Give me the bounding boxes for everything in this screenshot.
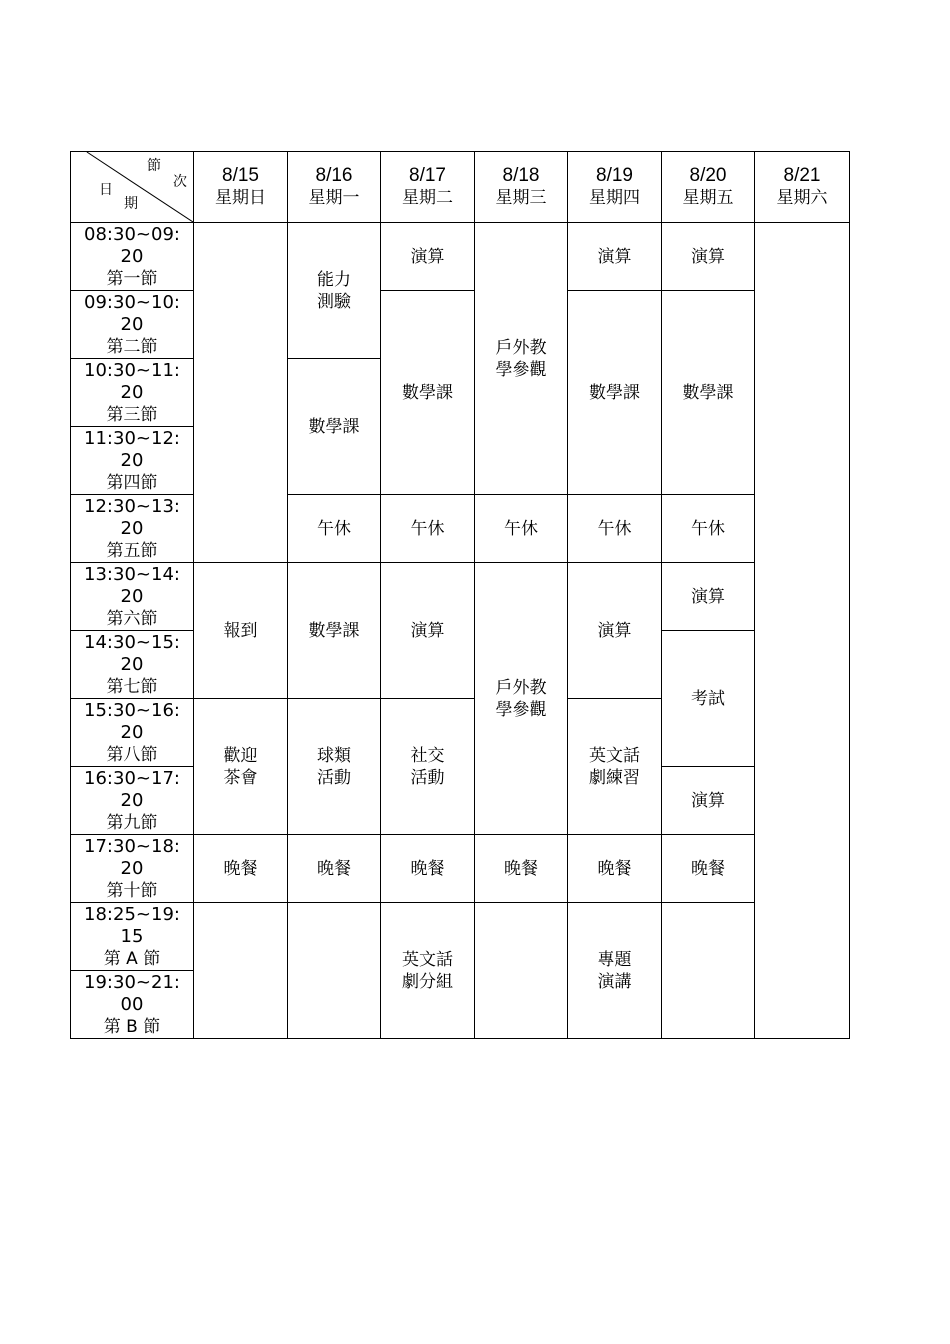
period-cell [71,223,194,291]
period-time: 10:30~11: [84,359,180,381]
activity-cell: 晚餐 [568,835,662,903]
activity-cell [568,903,662,1039]
activity-cell: 晚餐 [194,835,288,903]
period-cell [71,767,194,835]
activity-cell [288,699,381,835]
period-cell [71,903,194,971]
period-row [71,495,850,563]
activity-cell [194,699,288,835]
day-date: 8/19 [596,165,633,186]
activity-cell: 演算 [662,563,755,631]
period-time: 20 [120,517,144,539]
day-date: 8/16 [315,165,353,186]
activity-text: 專題 [597,949,632,970]
activity-cell: 晚餐 [288,835,381,903]
corner-label-qi: 期 [124,196,138,212]
day-header [568,152,662,223]
period-name: 第四節 [106,472,158,493]
activity-cell [381,699,475,835]
activity-text: 測驗 [317,291,351,312]
period-time: 20 [120,381,144,403]
empty-cell [194,903,288,1039]
period-cell [71,835,194,903]
period-name: 第九節 [106,812,158,833]
activity-cell: 數學課 [381,291,475,495]
activity-cell: 演算 [568,223,662,291]
period-cell [71,495,194,563]
period-cell [71,291,194,359]
empty-cell [194,223,288,563]
activity-cell [288,223,381,359]
period-name: 第 B 節 [103,1016,161,1037]
activity-text: 劇練習 [589,767,640,788]
period-time: 12:30~13: [84,495,180,517]
period-cell [71,563,194,631]
empty-cell [288,903,381,1039]
period-name: 第六節 [106,608,158,629]
period-name: 第十節 [106,880,158,901]
period-name: 第三節 [106,404,158,425]
period-row [71,223,850,291]
period-time: 08:30~09: [84,223,180,245]
empty-cell [755,223,850,1039]
activity-text: 演講 [597,971,632,992]
day-weekday: 星期二 [402,188,453,208]
activity-cell: 演算 [568,563,662,699]
period-row [71,291,850,359]
period-time: 14:30~15: [84,631,180,653]
day-weekday: 星期日 [215,188,266,208]
day-header [475,152,568,223]
period-time: 20 [120,245,144,267]
activity-cell: 數學課 [568,291,662,495]
day-header [194,152,288,223]
activity-cell: 考試 [662,631,755,767]
activity-cell: 晚餐 [662,835,755,903]
activity-text: 活動 [317,767,351,788]
period-time: 20 [120,653,144,675]
corner-label-ci: 次 [173,174,187,190]
activity-cell: 數學課 [662,291,755,495]
activity-cell: 午休 [568,495,662,563]
period-time: 20 [120,789,144,811]
activity-text: 戶外教 [495,337,547,358]
period-cell [71,631,194,699]
activity-cell: 數學課 [288,359,381,495]
empty-cell [662,903,755,1039]
period-time: 20 [120,585,144,607]
activity-cell [381,903,475,1039]
period-time: 09:30~10: [84,291,180,313]
period-name: 第七節 [106,676,158,697]
activity-cell: 晚餐 [381,835,475,903]
period-time: 19:30~21: [84,971,180,993]
period-name: 第 A 節 [103,948,161,969]
activity-cell: 演算 [381,563,475,699]
day-date: 8/17 [409,165,446,186]
activity-cell: 晚餐 [475,835,568,903]
period-name: 第二節 [106,336,158,357]
period-cell [71,359,194,427]
period-cell [71,427,194,495]
activity-text: 英文話 [402,949,453,970]
header-row [71,152,850,223]
activity-cell: 數學課 [288,563,381,699]
activity-cell: 演算 [662,767,755,835]
activity-text: 英文話 [589,745,640,766]
period-time: 13:30~14: [84,563,180,585]
day-header [662,152,755,223]
activity-text: 戶外教 [495,677,547,698]
day-weekday: 星期四 [589,188,640,208]
activity-cell: 午休 [662,495,755,563]
day-header [755,152,850,223]
corner-cell [71,152,194,223]
empty-cell [475,903,568,1039]
period-time: 20 [120,313,144,335]
activity-cell: 演算 [662,223,755,291]
period-row [71,903,850,971]
period-name: 第一節 [106,268,158,289]
day-header [288,152,381,223]
period-time: 00 [120,993,144,1015]
day-date: 8/15 [222,165,259,186]
activity-text: 球類 [317,745,351,766]
period-time: 18:25~19: [84,903,180,925]
period-time: 20 [120,721,144,743]
day-date: 8/20 [689,165,727,186]
activity-cell [475,563,568,835]
period-cell [71,699,194,767]
day-header [381,152,475,223]
period-row [71,563,850,631]
period-time: 20 [120,449,144,471]
activity-text: 學參觀 [495,359,547,380]
period-time: 15:30~16: [84,699,180,721]
corner-label-jie: 節 [147,158,161,174]
day-weekday: 星期一 [308,188,360,208]
activity-cell [475,223,568,495]
schedule-table [70,151,850,1039]
day-weekday: 星期六 [776,188,828,208]
activity-cell: 演算 [381,223,475,291]
period-time: 16:30~17: [84,767,180,789]
activity-cell [568,699,662,835]
activity-text: 能力 [317,269,351,290]
period-cell [71,971,194,1039]
activity-cell: 午休 [475,495,568,563]
activity-text: 歡迎 [223,745,258,766]
activity-text: 活動 [410,767,445,788]
day-date: 8/21 [783,165,821,186]
day-weekday: 星期五 [682,188,734,208]
day-date: 8/18 [502,165,540,186]
activity-cell: 午休 [381,495,475,563]
period-name: 第五節 [106,540,158,561]
period-time: 20 [120,857,144,879]
period-row [71,835,850,903]
activity-text: 學參觀 [495,699,547,720]
activity-text: 劇分組 [402,971,453,992]
activity-text: 茶會 [223,767,258,788]
activity-cell: 報到 [194,563,288,699]
activity-text: 社交 [410,745,445,766]
period-time: 15 [120,925,144,947]
period-time: 17:30~18: [84,835,180,857]
activity-cell: 午休 [288,495,381,563]
day-weekday: 星期三 [495,188,547,208]
period-name: 第八節 [106,744,158,765]
corner-label-ri: 日 [99,182,113,198]
period-time: 11:30~12: [84,427,180,449]
